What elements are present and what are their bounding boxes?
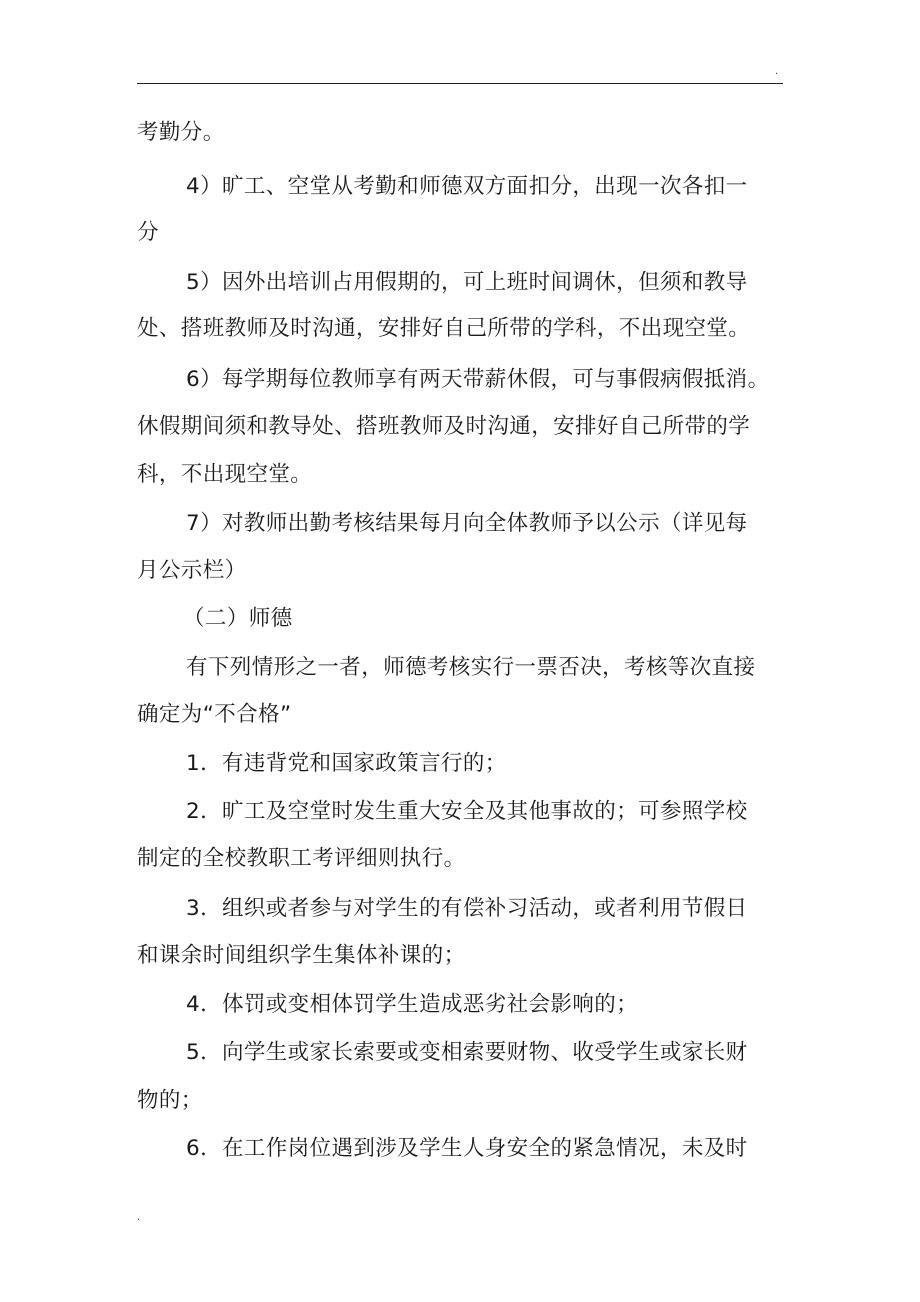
text-line: 科，不出现空堂。	[137, 462, 313, 487]
list-item: 4．体罚或变相体罚学生造成恶劣社会影响的；	[186, 992, 639, 1017]
section-heading: （二）师德	[183, 606, 293, 631]
text-line: 和课余时间组织学生集体补课的；	[137, 943, 466, 968]
text-line: 月公示栏）	[137, 558, 247, 583]
footer-mark: .	[137, 1212, 141, 1223]
header-rule	[137, 83, 783, 84]
text-line: 制定的全校教职工考评细则执行。	[137, 846, 466, 871]
text-line: 4）旷工、空堂从考勤和师德双方面扣分，出现一次各扣一	[186, 174, 748, 199]
text-line: 分	[137, 220, 159, 245]
list-item: 6．在工作岗位遇到涉及学生人身安全的紧急情况，未及时	[186, 1136, 748, 1161]
text-line: 物的；	[137, 1088, 203, 1113]
text-line: 7）对教师出勤考核结果每月向全体教师予以公示（详见每	[186, 511, 748, 536]
text-line: 确定为“不合格”	[137, 702, 292, 727]
text-line: 考勤分。	[137, 120, 225, 145]
list-item: 2．旷工及空堂时发生重大安全及其他事故的；可参照学校	[186, 799, 748, 824]
text-line: 有下列情形之一者，师德考核实行一票否决，考核等次直接	[186, 655, 756, 680]
header-mark: .	[775, 66, 779, 77]
text-line: 5）因外出培训占用假期的，可上班时间调休，但须和教导	[186, 270, 748, 295]
text-line: 休假期间须和教导处、搭班教师及时沟通，安排好自己所带的学	[137, 414, 751, 439]
list-item: 1．有违背党和国家政策言行的；	[186, 751, 507, 776]
list-item: 5．向学生或家长索要或变相索要财物、收受学生或家长财	[186, 1040, 748, 1065]
text-line: 6）每学期每位教师享有两天带薪休假，可与事假病假抵消。	[186, 367, 770, 392]
list-item: 3．组织或者参与对学生的有偿补习活动，或者利用节假日	[186, 896, 748, 921]
text-line: 处、搭班教师及时沟通，安排好自己所带的学科，不出现空堂。	[137, 316, 751, 341]
